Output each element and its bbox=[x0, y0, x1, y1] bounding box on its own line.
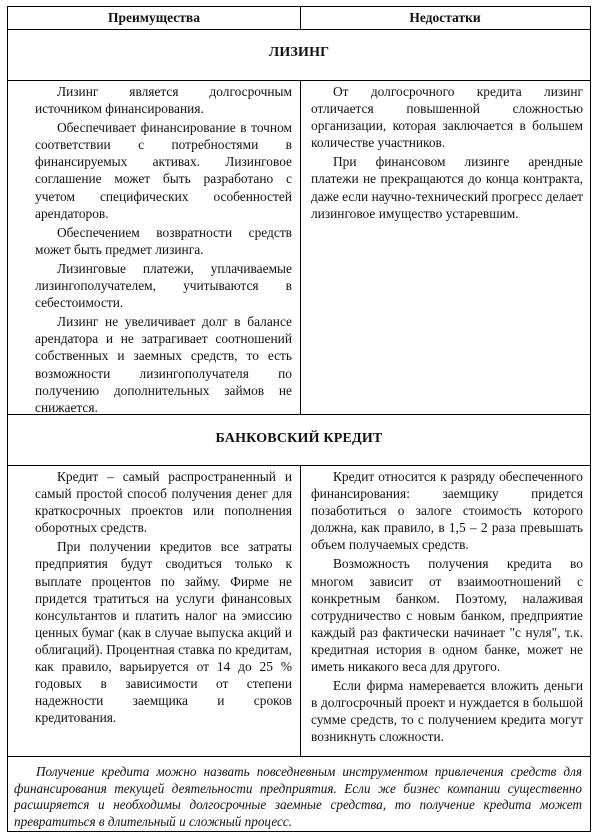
credit-advantages-cell bbox=[35, 468, 292, 726]
credit-advantage-1: Кредит – самый распространенный и самый простой способ получения денег для краткосрочных проектов или пополнения оборотных средств. bbox=[35, 469, 292, 536]
header-divider bbox=[300, 7, 301, 29]
credit-disadvantage-3: Если фирма намеревается вложить деньги в долгосрочный проект и нуждается в большой сумме средств, то с получением кредита могут возникнуть сложности. bbox=[311, 678, 583, 745]
comparison-table bbox=[7, 6, 591, 832]
leasing-advantages-cell bbox=[35, 83, 292, 416]
credit-disadvantage-1: Кредит относится к разряду обеспеченного финансирования: заемщику придется позаботиться о залоге стоимость которого должна, как правило, в 1,5 – 2 раза превышать объем получаемых средств. bbox=[311, 469, 583, 553]
section-title-leasing: ЛИЗИНГ bbox=[268, 45, 330, 60]
leasing-disadvantage-1: От долгосрочного кредита лизинг отличается повышенной сложностью организации, которая заключается в большем количестве участников. bbox=[311, 84, 583, 151]
section-rule bbox=[8, 80, 590, 81]
leasing-disadvantages-cell bbox=[311, 83, 583, 222]
leasing-advantage-2: Обеспечивает финансирование в точном соответствии с потребностями в финансируемых активах. Лизинговое соглашение может быть разработано с учетом специфических особенностей арендаторов. bbox=[35, 120, 292, 221]
credit-disadvantages-cell bbox=[311, 468, 583, 746]
column-divider bbox=[300, 80, 301, 414]
section-rule bbox=[8, 414, 590, 415]
leasing-advantage-5: Лизинг не увеличивает долг в балансе арендатора и не затрагивает соотношений собственных и заемных средств, то есть возможности лизингополучателя по получению дополнительных займов не снижается. bbox=[35, 314, 292, 415]
section-title-bank-credit: БАНКОВСКИЙ КРЕДИТ bbox=[215, 431, 383, 446]
leasing-advantage-3: Обеспечением возвратности средств может быть предмет лизинга. bbox=[35, 224, 292, 257]
leasing-advantage-4: Лизинговые платежи, уплачиваемые лизингополучателем, учитываются в себестоимости. bbox=[35, 260, 292, 311]
credit-advantage-2: При получении кредитов все затраты предприятия будут сводиться только к выплате процентов по займу. Фирме не придется тратиться на услуги финансовых консультантов и платить налог на эмиссию ценных бумаг (как в случае выпуска акций и облигаций). Процентная ставка по кредитам, как правило, варьируется от 14 до 25 % годовых в зависимости от степени надежности заемщика и сроков кредитования. bbox=[35, 539, 292, 726]
section-rule bbox=[8, 465, 590, 466]
header-disadvantages: Недостатки bbox=[409, 10, 481, 25]
credit-disadvantage-2: Возможность получения кредита во многом зависит от взаимоотношений с конкретным банком. Поэтому, налаживая сотрудничество с новым банком, предприятие каждый раз фактически начинает "с нуля", т.к. кредитная история в одном банке, может не иметь никакого веса для другого. bbox=[311, 556, 583, 675]
leasing-advantage-1: Лизинг является долгосрочным источником финансирования. bbox=[35, 84, 292, 117]
header-advantages: Преимущества bbox=[108, 10, 200, 25]
header-rule bbox=[8, 29, 590, 30]
section-rule bbox=[8, 756, 590, 757]
column-divider bbox=[300, 465, 301, 756]
leasing-disadvantage-2: При финансовом лизинге арендные платежи не прекращаются до конца контракта, даже если научно-технический прогресс делает лизинговое имущество устаревшим. bbox=[311, 154, 583, 221]
footer-note: Получение кредита можно назвать повседневным инструментом привлечения средств для финансирования текущей деятельности предприятия. Если же бизнес компании существенно расширяется и необходимы долгосрочные заемные средства, то получение кредита может превратиться в длительный и сложный процесс. bbox=[14, 764, 582, 829]
